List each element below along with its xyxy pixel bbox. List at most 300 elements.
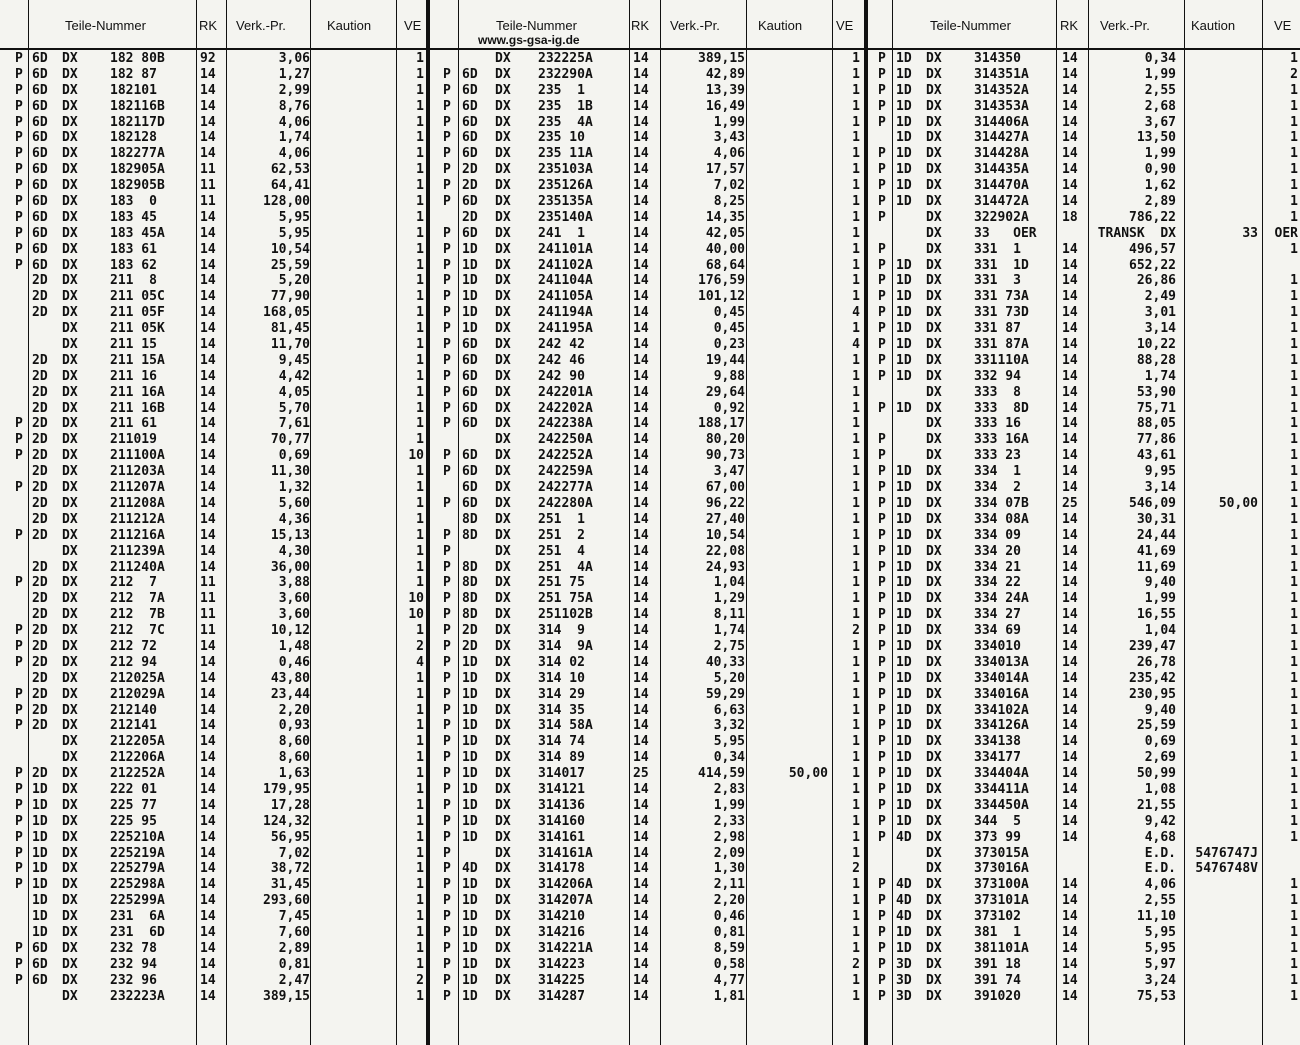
table-row <box>0 289 428 305</box>
cell-part-number: 232 96 <box>110 972 157 988</box>
cell-ve: 1 <box>416 400 424 416</box>
cell-deposit: 5476748V <box>1195 861 1258 877</box>
cell-rk: 14 <box>633 400 649 416</box>
cell-price: 3,47 <box>713 464 745 480</box>
cell-price: 124,32 <box>263 813 310 829</box>
cell-price: 1,74 <box>1144 368 1176 384</box>
cell-ve: 1 <box>852 702 860 718</box>
cell-rk: 14 <box>1062 940 1078 956</box>
cell-price: 3,43 <box>713 130 745 146</box>
cell-rk: 14 <box>1062 956 1078 972</box>
cell-part-number: 251 4 <box>538 543 585 559</box>
table-row <box>428 432 866 448</box>
table-row <box>428 782 866 798</box>
table-row <box>0 162 428 178</box>
cell-p-flag: P <box>878 623 886 639</box>
cell-p-flag: P <box>443 114 451 130</box>
cell-rk: 14 <box>633 289 649 305</box>
cell-part-number: 211 05C <box>110 289 165 305</box>
cell-ve: 1 <box>1290 797 1298 813</box>
cell-price: 1,48 <box>278 638 310 654</box>
table-row <box>428 989 866 1005</box>
table-row <box>866 146 1300 162</box>
cell-price: 2,11 <box>713 877 745 893</box>
cell-part-number: 334404A <box>974 766 1029 782</box>
cell-dx: DX <box>926 337 942 353</box>
cell-dx: DX <box>926 591 942 607</box>
cell-rk: 14 <box>200 940 216 956</box>
cell-group: 2D <box>32 448 48 464</box>
cell-p-flag: P <box>878 321 886 337</box>
cell-group: 2D <box>32 384 48 400</box>
cell-dx: DX <box>495 257 511 273</box>
cell-group: 1D <box>896 750 912 766</box>
cell-p-flag: P <box>443 861 451 877</box>
cell-p-flag: P <box>443 638 451 654</box>
table-row <box>866 130 1300 146</box>
cell-group: 1D <box>462 972 478 988</box>
cell-part-number: 331 87 <box>974 321 1021 337</box>
table-row <box>428 385 866 401</box>
cell-dx: DX <box>926 241 942 257</box>
header-rk: RK <box>199 18 218 33</box>
cell-group: 1D <box>896 337 912 353</box>
cell-rk: 14 <box>1062 670 1078 686</box>
cell-dx: DX <box>495 209 511 225</box>
cell-rk: 14 <box>633 575 649 591</box>
cell-group: 6D <box>462 98 478 114</box>
cell-price: 4,36 <box>278 511 310 527</box>
cell-dx: DX <box>495 337 511 353</box>
cell-price: 25,59 <box>1136 718 1176 734</box>
table-row <box>428 766 866 782</box>
cell-group: 1D <box>896 702 912 718</box>
cell-price: 0,92 <box>713 400 745 416</box>
cell-group: 6D <box>32 98 48 114</box>
cell-ve: 1 <box>852 972 860 988</box>
cell-group: 1D <box>32 829 48 845</box>
cell-p-flag: P <box>878 241 886 257</box>
cell-rk: 14 <box>200 273 216 289</box>
table-row <box>428 178 866 194</box>
cell-ve: 1 <box>1290 416 1298 432</box>
table-row <box>0 51 428 67</box>
cell-ve: 1 <box>416 178 424 194</box>
cell-group: 2D <box>32 495 48 511</box>
cell-dx: DX <box>495 289 511 305</box>
cell-p-flag: P <box>443 813 451 829</box>
cell-p-flag: P <box>443 321 451 337</box>
cell-ve: 1 <box>1290 130 1298 146</box>
cell-price: 0,69 <box>1144 734 1176 750</box>
cell-p-flag: P <box>443 988 451 1004</box>
cell-part-number: 212141 <box>110 718 157 734</box>
cell-p-flag: P <box>443 734 451 750</box>
cell-dx: DX <box>495 845 511 861</box>
cell-p-flag: P <box>878 352 886 368</box>
cell-part-number: 242252A <box>538 448 593 464</box>
cell-group: 2D <box>32 623 48 639</box>
cell-dx: DX <box>62 400 78 416</box>
cell-part-number: 183 45 <box>110 209 157 225</box>
cell-part-number: 182101 <box>110 82 157 98</box>
cell-p-flag: P <box>443 940 451 956</box>
cell-ve: 1 <box>1290 241 1298 257</box>
cell-rk: 14 <box>1062 194 1078 210</box>
cell-part-number: 334016A <box>974 686 1029 702</box>
table-row <box>866 814 1300 830</box>
cell-p-flag: P <box>443 956 451 972</box>
cell-part-number: 242250A <box>538 432 593 448</box>
cell-dx: DX <box>495 527 511 543</box>
cell-price: 101,12 <box>698 289 745 305</box>
cell-dx: DX <box>495 130 511 146</box>
cell-part-number: 314 74 <box>538 734 585 750</box>
cell-rk: 14 <box>200 638 216 654</box>
cell-rk: 14 <box>633 162 649 178</box>
cell-p-flag: P <box>15 432 23 448</box>
cell-rk: 14 <box>633 734 649 750</box>
cell-ve: 1 <box>852 686 860 702</box>
cell-ve: 1 <box>1290 273 1298 289</box>
cell-part-number: 225299A <box>110 893 165 909</box>
cell-rk: 14 <box>633 51 649 66</box>
cell-ve: 1 <box>1290 829 1298 845</box>
cell-price: 2,49 <box>1144 289 1176 305</box>
cell-ve: 1 <box>852 241 860 257</box>
table-row <box>428 591 866 607</box>
table-row <box>0 989 428 1005</box>
cell-p-flag: P <box>878 893 886 909</box>
cell-dx: DX <box>495 82 511 98</box>
cell-group: 1D <box>462 988 478 1004</box>
cell-dx: DX <box>62 766 78 782</box>
cell-group: 1D <box>462 241 478 257</box>
cell-price: 81,45 <box>270 321 310 337</box>
cell-price: 11,10 <box>1136 909 1176 925</box>
table-row <box>866 877 1300 893</box>
cell-p-flag: P <box>878 305 886 321</box>
cell-ve: 1 <box>852 416 860 432</box>
cell-dx: DX <box>62 670 78 686</box>
cell-p-flag: P <box>878 797 886 813</box>
cell-price: 40,33 <box>705 654 745 670</box>
cell-rk: 14 <box>1062 797 1078 813</box>
cell-group: 1D <box>462 924 478 940</box>
cell-group: 2D <box>32 400 48 416</box>
table-row <box>866 734 1300 750</box>
cell-ve: 1 <box>416 702 424 718</box>
cell-group: 4D <box>896 829 912 845</box>
cell-price: 5,60 <box>278 495 310 511</box>
table-row <box>0 83 428 99</box>
cell-rk: 14 <box>633 654 649 670</box>
cell-rk: 14 <box>1062 686 1078 702</box>
cell-dx: DX <box>926 257 942 273</box>
cell-price: 5,95 <box>1144 924 1176 940</box>
cell-group: 1D <box>462 781 478 797</box>
cell-dx: DX <box>495 750 511 766</box>
cell-price: 0,90 <box>1144 162 1176 178</box>
cell-rk: 14 <box>1062 114 1078 130</box>
cell-rk: 14 <box>633 225 649 241</box>
cell-ve: 1 <box>1290 178 1298 194</box>
cell-dx: DX <box>62 98 78 114</box>
cell-price: 56,95 <box>270 829 310 845</box>
table-row <box>866 258 1300 274</box>
cell-group: 2D <box>32 416 48 432</box>
cell-price: 29,64 <box>705 384 745 400</box>
cell-price: 652,22 <box>1129 257 1176 273</box>
header-ve: VE <box>1274 18 1292 33</box>
table-row <box>866 750 1300 766</box>
cell-ve: 1 <box>1290 384 1298 400</box>
cell-dx: DX <box>495 543 511 559</box>
cell-p-flag: P <box>878 432 886 448</box>
cell-price: 7,02 <box>713 178 745 194</box>
cell-rk: 14 <box>1062 813 1078 829</box>
cell-price: 13,39 <box>705 82 745 98</box>
cell-price: 24,93 <box>705 559 745 575</box>
cell-group: 6D <box>32 66 48 82</box>
cell-dx: DX <box>926 861 942 877</box>
cell-price: 5,95 <box>713 734 745 750</box>
cell-rk: 14 <box>200 416 216 432</box>
cell-part-number: 182277A <box>110 146 165 162</box>
cell-group: 2D <box>32 591 48 607</box>
table-row <box>866 83 1300 99</box>
cell-group: 6D <box>462 114 478 130</box>
cell-rk: 14 <box>200 766 216 782</box>
cell-part-number: 251 75A <box>538 591 593 607</box>
cell-rk: 14 <box>633 352 649 368</box>
table-row <box>866 544 1300 560</box>
table-row <box>866 782 1300 798</box>
table-row <box>428 703 866 719</box>
cell-rk: 14 <box>200 893 216 909</box>
cell-price: 2,98 <box>713 829 745 845</box>
cell-ve: 1 <box>852 384 860 400</box>
cell-dx: DX <box>62 543 78 559</box>
table-row <box>0 258 428 274</box>
cell-price: 10,54 <box>705 527 745 543</box>
cell-rk: 92 <box>200 51 216 66</box>
cell-price: 31,45 <box>270 877 310 893</box>
cell-dx: DX <box>62 718 78 734</box>
cell-dx: DX <box>926 766 942 782</box>
table-row <box>0 448 428 464</box>
cell-group: 1D <box>896 289 912 305</box>
table-row <box>866 575 1300 591</box>
cell-group: 6D <box>32 130 48 146</box>
table-row <box>0 226 428 242</box>
cell-ve: 1 <box>1290 781 1298 797</box>
cell-dx: DX <box>495 178 511 194</box>
cell-p-flag: P <box>443 924 451 940</box>
cell-group: 1D <box>896 607 912 623</box>
table-header <box>866 0 1300 50</box>
table-row <box>866 909 1300 925</box>
cell-rk: 14 <box>200 829 216 845</box>
table-row <box>866 432 1300 448</box>
cell-ve: 1 <box>416 495 424 511</box>
cell-rk: 14 <box>633 924 649 940</box>
cell-ve: 1 <box>416 511 424 527</box>
cell-dx: DX <box>62 51 78 66</box>
cell-ve: 1 <box>852 480 860 496</box>
cell-p-flag: P <box>878 607 886 623</box>
cell-rk: 14 <box>1062 511 1078 527</box>
cell-dx: DX <box>62 225 78 241</box>
cell-rk: 14 <box>1062 718 1078 734</box>
cell-dx: DX <box>495 591 511 607</box>
cell-p-flag: P <box>15 702 23 718</box>
cell-dx: DX <box>495 734 511 750</box>
cell-part-number: 182128 <box>110 130 157 146</box>
cell-rk: 14 <box>1062 750 1078 766</box>
cell-p-flag: P <box>878 654 886 670</box>
cell-p-flag: P <box>15 98 23 114</box>
cell-dx: DX <box>926 893 942 909</box>
cell-ve: 1 <box>416 686 424 702</box>
cell-ve: 1 <box>416 368 424 384</box>
cell-price: 1,62 <box>1144 178 1176 194</box>
table-row <box>0 814 428 830</box>
cell-ve: 1 <box>852 273 860 289</box>
cell-part-number: 331 1D <box>974 257 1029 273</box>
cell-price: 10,12 <box>270 623 310 639</box>
cell-ve: 1 <box>852 114 860 130</box>
cell-ve: 1 <box>852 893 860 909</box>
cell-ve: 1 <box>1290 909 1298 925</box>
cell-ve: 1 <box>1290 194 1298 210</box>
cell-part-number: 314 02 <box>538 654 585 670</box>
table-row <box>866 401 1300 417</box>
table-row <box>428 130 866 146</box>
cell-dx: DX <box>926 273 942 289</box>
cell-rk: 14 <box>200 988 216 1004</box>
cell-deposit: 33 <box>1242 225 1258 241</box>
cell-part-number: 334102A <box>974 702 1029 718</box>
cell-price: 17,57 <box>705 162 745 178</box>
cell-ve: 1 <box>1290 432 1298 448</box>
cell-group: 2D <box>32 480 48 496</box>
cell-rk: 14 <box>1062 909 1078 925</box>
cell-ve: 1 <box>852 813 860 829</box>
cell-rk: 14 <box>1062 623 1078 639</box>
cell-p-flag: P <box>15 51 23 66</box>
cell-dx: DX <box>62 940 78 956</box>
cell-part-number: 242201A <box>538 384 593 400</box>
cell-part-number: 212 94 <box>110 654 157 670</box>
cell-p-flag: P <box>443 527 451 543</box>
table-row <box>866 671 1300 687</box>
cell-part-number: 235 1B <box>538 98 593 114</box>
cell-deposit: 50,00 <box>1218 495 1258 511</box>
cell-p-flag: P <box>878 718 886 734</box>
table-row <box>428 496 866 512</box>
cell-part-number: 211 16A <box>110 384 165 400</box>
cell-p-flag: P <box>878 702 886 718</box>
cell-price: 179,95 <box>263 781 310 797</box>
cell-price: 11,69 <box>1136 559 1176 575</box>
cell-ve: 1 <box>416 480 424 496</box>
cell-group: 2D <box>462 162 478 178</box>
table-row <box>866 178 1300 194</box>
cell-ve: 10 <box>408 591 424 607</box>
table-row <box>866 51 1300 67</box>
cell-group: 2D <box>462 623 478 639</box>
cell-rk: 14 <box>633 845 649 861</box>
cell-p-flag: P <box>878 813 886 829</box>
cell-group: 6D <box>462 464 478 480</box>
cell-price: 2,33 <box>713 813 745 829</box>
cell-rk: 14 <box>200 781 216 797</box>
cell-part-number: 235126A <box>538 178 593 194</box>
cell-price: 15,13 <box>270 527 310 543</box>
cell-p-flag: P <box>878 877 886 893</box>
cell-p-flag: P <box>443 559 451 575</box>
cell-ve: 1 <box>1290 82 1298 98</box>
cell-group: 6D <box>32 162 48 178</box>
table-row <box>428 909 866 925</box>
cell-dx: DX <box>926 623 942 639</box>
cell-rk: 14 <box>633 797 649 813</box>
cell-rk: 14 <box>200 368 216 384</box>
cell-part-number: 334177 <box>974 750 1021 766</box>
cell-part-number: 242259A <box>538 464 593 480</box>
header-kaution: Kaution <box>758 18 803 33</box>
cell-price: 786,22 <box>1129 209 1176 225</box>
cell-part-number: 182 80B <box>110 51 165 66</box>
header-ve: VE <box>404 18 422 33</box>
cell-part-number: 182 87 <box>110 66 157 82</box>
cell-price: 168,05 <box>263 305 310 321</box>
cell-p-flag: P <box>878 527 886 543</box>
cell-p-flag: P <box>15 257 23 273</box>
cell-part-number: 241194A <box>538 305 593 321</box>
cell-ve: 1 <box>1290 988 1298 1004</box>
cell-ve: 1 <box>852 654 860 670</box>
cell-rk: 14 <box>1062 352 1078 368</box>
cell-price: 9,40 <box>1144 702 1176 718</box>
cell-part-number: 373015A <box>974 845 1029 861</box>
cell-ve: 1 <box>852 448 860 464</box>
cell-part-number: 314221A <box>538 940 593 956</box>
cell-price: 230,95 <box>1129 686 1176 702</box>
cell-part-number: 183 45A <box>110 225 165 241</box>
cell-ve: 1 <box>852 432 860 448</box>
table-row <box>866 242 1300 258</box>
table-row <box>866 607 1300 623</box>
cell-price: 8,59 <box>713 940 745 956</box>
cell-rk: 14 <box>633 813 649 829</box>
cell-ve: 1 <box>416 146 424 162</box>
cell-p-flag: P <box>443 829 451 845</box>
cell-rk: 14 <box>633 607 649 623</box>
cell-price: 3,14 <box>1144 321 1176 337</box>
cell-price: 1,30 <box>713 861 745 877</box>
cell-rk: 14 <box>633 511 649 527</box>
cell-price: 4,77 <box>713 972 745 988</box>
cell-part-number: 331 73A <box>974 289 1029 305</box>
cell-part-number: 231 6A <box>110 909 165 925</box>
cell-part-number: 251 75 <box>538 575 585 591</box>
cell-dx: DX <box>926 527 942 543</box>
cell-price: 8,76 <box>278 98 310 114</box>
cell-group: 1D <box>896 638 912 654</box>
cell-rk: 14 <box>200 750 216 766</box>
